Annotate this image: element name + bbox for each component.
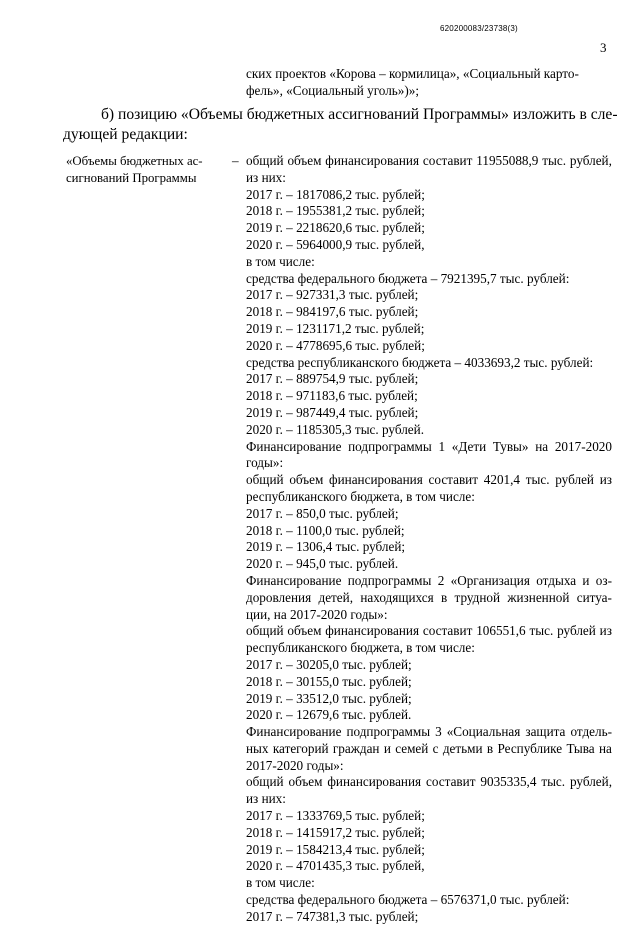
funding-line: 2019 г. – 33512,0 тыс. рублей; <box>246 690 412 706</box>
funding-line: 2019 г. – 1306,4 тыс. рублей; <box>246 539 406 555</box>
word: категорий <box>272 740 329 756</box>
word: оз- <box>595 572 612 588</box>
word: защита <box>525 724 566 740</box>
funding-line: республиканского бюджета, в том числе: <box>246 640 475 656</box>
word: тыс. <box>542 153 567 168</box>
word: составит <box>426 774 476 790</box>
funding-line: 2018 г. – 1415917,2 тыс. рублей; <box>246 824 425 840</box>
word: в <box>441 589 448 605</box>
word: тыс. <box>541 774 566 790</box>
funding-line: 2019 г. – 1584213,4 тыс. рублей; <box>246 841 425 857</box>
word: в <box>486 740 494 756</box>
intro-paragraph <box>246 66 606 100</box>
word: детей, <box>318 589 354 605</box>
word: 3 <box>435 724 442 740</box>
word: и <box>383 740 391 756</box>
word: 106551,6 <box>476 623 526 639</box>
word: 2017-2020 <box>554 438 612 454</box>
funding-line: 2017 г. – 889754,9 тыс. рублей; <box>246 371 419 387</box>
funding-line <box>246 774 612 791</box>
position-label-line: сигнований Программы <box>66 170 197 185</box>
funding-line: средства республиканского бюджета – 4033693,2 тыс. рублей: <box>246 354 594 370</box>
word: рублей, <box>569 774 612 790</box>
word: объем <box>288 774 323 790</box>
intro-line: ских проектов «Корова – кормилица», «Социальный карто- <box>246 66 579 81</box>
word: семей <box>395 740 429 756</box>
word: ситуа- <box>576 589 612 605</box>
word: финансирования <box>329 472 423 488</box>
word: детьми <box>442 740 483 756</box>
funding-line: средства федерального бюджета – 6576371,0 тыс. рублей: <box>246 892 570 908</box>
instruction-line: б) позицию «Объемы бюджетных ассигнований Программы» изложить в сле- <box>101 106 618 123</box>
word: отдель- <box>570 724 612 740</box>
funding-line: 2020 г. – 945,0 тыс. рублей. <box>246 556 399 572</box>
word: общий <box>246 472 284 488</box>
word: подпрограммы <box>346 724 431 740</box>
position-label <box>66 153 216 187</box>
funding-line: 2017 г. – 927331,3 тыс. рублей; <box>246 287 419 303</box>
word: 9035335,4 <box>480 774 537 790</box>
funding-line: 2020 г. – 5964000,9 тыс. рублей, <box>246 236 425 252</box>
word: Финансирование <box>246 724 342 740</box>
funding-line: 2018 г. – 30155,0 тыс. рублей; <box>246 673 412 689</box>
funding-line: республиканского бюджета, в том числе: <box>246 488 475 504</box>
funding-line: 2017 г. – 747381,3 тыс. рублей; <box>246 908 419 924</box>
funding-line: 2020 г. – 4701435,3 тыс. рублей, <box>246 858 425 874</box>
intro-line: фель», «Социальный уголь»)»; <box>246 82 420 98</box>
funding-line: 2017 г. – 1817086,2 тыс. рублей; <box>246 186 425 202</box>
document-id: 620200083/23738(3) <box>440 24 518 33</box>
word: объем <box>287 153 322 168</box>
funding-line: 2018 г. – 1955381,2 тыс. рублей; <box>246 203 425 219</box>
word: 2 <box>437 572 445 588</box>
funding-line: 2017 г. – 1333769,5 тыс. рублей; <box>246 808 425 824</box>
funding-line <box>246 741 612 758</box>
funding-line: 2019 г. – 2218620,6 тыс. рублей; <box>246 220 425 236</box>
word: на <box>535 438 549 454</box>
word: граждан <box>332 740 380 756</box>
funding-line: из них: <box>246 169 286 185</box>
word: «Дети <box>451 438 487 454</box>
word: финансирования <box>325 153 420 168</box>
word: общий <box>246 153 284 168</box>
funding-line: ции, на 2017-2020 годы»: <box>246 606 388 622</box>
funding-line: 2019 г. – 1231171,2 тыс. рублей; <box>246 320 425 336</box>
separator-dash: – <box>232 153 239 168</box>
word: доровления <box>246 589 312 605</box>
funding-line: средства федерального бюджета – 7921395,7 тыс. рублей: <box>246 270 570 286</box>
funding-line: 2017-2020 годы»: <box>246 757 344 773</box>
word: 11955088,9 <box>476 153 539 168</box>
word: составит <box>422 623 473 639</box>
word: Республике <box>497 740 563 756</box>
funding-line: 2020 г. – 4778695,6 тыс. рублей; <box>246 337 425 353</box>
funding-line <box>246 590 612 607</box>
word: рублей <box>557 623 596 639</box>
word: объем <box>289 472 324 488</box>
funding-line: 2019 г. – 987449,4 тыс. рублей; <box>246 404 419 420</box>
funding-details <box>246 153 612 926</box>
word: рублей, <box>569 153 612 168</box>
funding-line: 2020 г. – 1185305,3 тыс. рублей. <box>246 421 425 437</box>
funding-line: в том числе: <box>246 253 315 269</box>
word: тыс. <box>525 472 550 488</box>
word: подпрограммы <box>347 572 432 588</box>
word: 1 <box>438 438 446 454</box>
word: Тувы» <box>492 438 529 454</box>
position-label-line: «Объемы бюджетных ас- <box>66 154 203 168</box>
funding-line: 2017 г. – 850,0 тыс. рублей; <box>246 505 399 521</box>
word: Финансирование <box>246 572 342 588</box>
instruction-line: дующей редакции: <box>63 126 188 143</box>
funding-line <box>246 573 612 590</box>
funding-line: 2018 г. – 971183,6 тыс. рублей; <box>246 388 418 404</box>
funding-line: годы»: <box>246 455 284 471</box>
funding-line: 2018 г. – 984197,6 тыс. рублей; <box>246 304 419 320</box>
word: финансирования <box>325 623 420 639</box>
word: ных <box>246 740 269 756</box>
word: «Организация <box>450 572 530 588</box>
word: «Социальная <box>446 724 521 740</box>
funding-line <box>246 439 612 456</box>
word: трудной <box>454 589 501 605</box>
funding-line <box>246 472 612 489</box>
word: объем <box>287 623 322 639</box>
instruction-paragraph <box>63 105 618 145</box>
word: общий <box>246 774 284 790</box>
word: составит <box>422 153 473 168</box>
word: Финансирование <box>246 438 342 454</box>
word: жизненной <box>507 589 570 605</box>
word: общий <box>246 623 284 639</box>
word: на <box>598 740 612 756</box>
word: и <box>582 572 590 588</box>
funding-line <box>246 623 612 640</box>
funding-line: 2017 г. – 30205,0 тыс. рублей; <box>246 656 412 672</box>
funding-line <box>246 153 612 170</box>
funding-line: 2020 г. – 12679,6 тыс. рублей. <box>246 707 412 723</box>
word: подпрограммы <box>348 438 432 454</box>
word: 4201,4 <box>483 472 521 488</box>
funding-line <box>246 724 612 741</box>
word: находящихся <box>360 589 434 605</box>
word: рублей <box>555 472 594 488</box>
funding-line: в том числе: <box>246 875 315 891</box>
word: Тыва <box>566 740 595 756</box>
word: тыс. <box>529 623 554 639</box>
word: составит <box>428 472 479 488</box>
funding-line: из них: <box>246 791 286 807</box>
word: финансирования <box>327 774 422 790</box>
word: отдыха <box>536 572 577 588</box>
word: из <box>599 623 612 639</box>
page-number: 3 <box>600 40 607 55</box>
word: с <box>432 740 439 756</box>
funding-line: 2018 г. – 1100,0 тыс. рублей; <box>246 522 405 538</box>
word: из <box>599 472 612 488</box>
